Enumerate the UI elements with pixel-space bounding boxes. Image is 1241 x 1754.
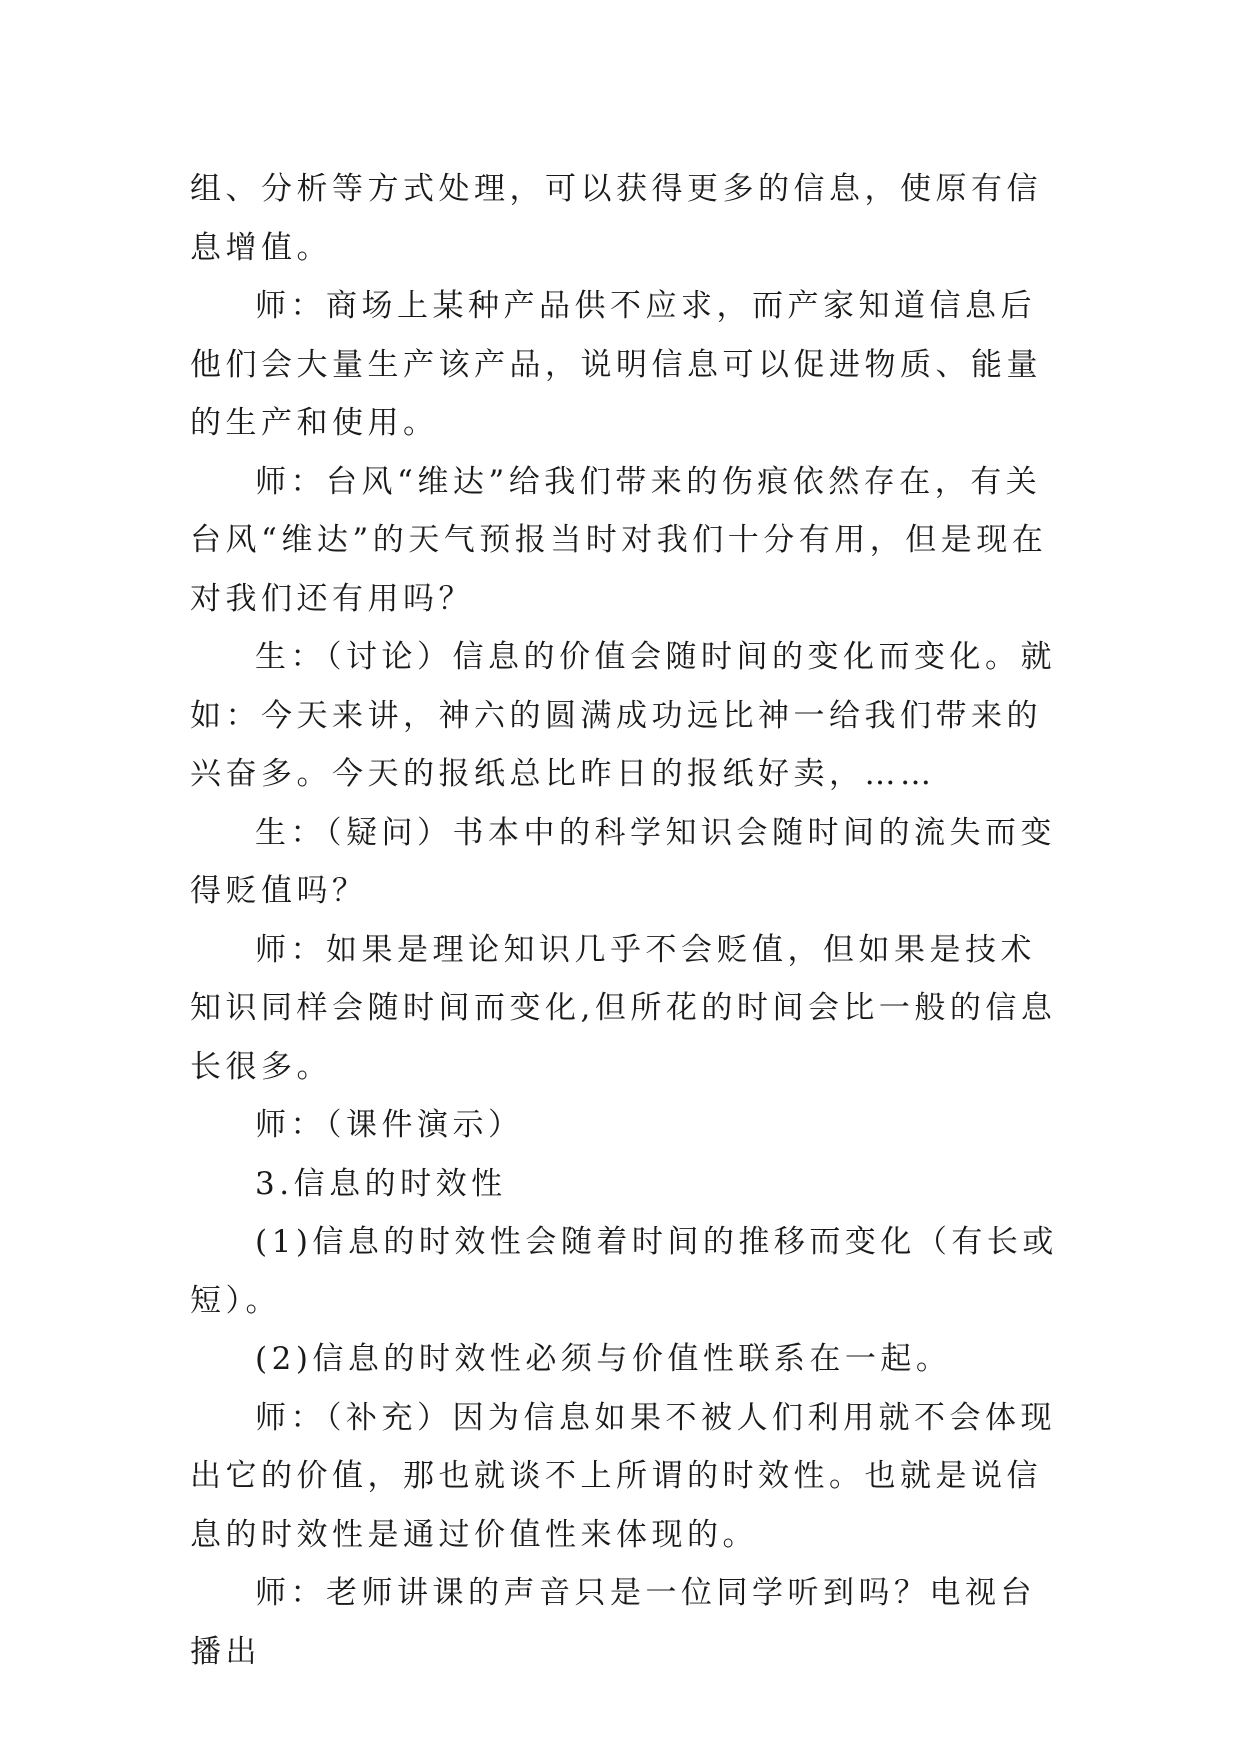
paragraph-10: (2)信息的时效性必须与价值性联系在一起。 <box>255 1341 952 1377</box>
document-body <box>190 160 1060 1681</box>
paragraph-6: 师：如果是理论知识几乎不会贬值，但如果是技术知识同样会随时间而变化,但所花的时间会比一般的信息长很多。 <box>190 931 1057 1085</box>
paragraph-4: 生：（讨论）信息的价值会随时间的变化而变化。就如：今天来讲，神六的圆满成功远比神一给我们带来的兴奋多。今天的报纸总比昨日的报纸好卖，…… <box>190 639 1056 792</box>
paragraph-3: 师：台风“维达”给我们带来的伤痕依然存在，有关台风“维达”的天气预报当时对我们十分有用，但是现在对我们还有用吗？ <box>190 463 1048 617</box>
paragraph-5: 生：（疑问）书本中的科学知识会随时间的流失而变得贬值吗？ <box>190 814 1056 909</box>
paragraph-11: 师：（补充）因为信息如果不被人们利用就不会体现出它的价值，那也就谈不上所谓的时效性。也就是说信息的时效性是通过价值性来体现的。 <box>190 1399 1056 1553</box>
paragraph-12: 师：老师讲课的声音只是一位同学听到吗？电视台播出 <box>190 1575 1036 1670</box>
paragraph-9: (1)信息的时效性会随着时间的推移而变化（有长或短）。 <box>190 1224 1058 1319</box>
paragraph-1: 组、分析等方式处理，可以获得更多的信息，使原有信息增值。 <box>190 171 1042 266</box>
paragraph-7: 师：（课件演示） <box>255 1107 524 1143</box>
paragraph-2: 师：商场上某种产品供不应求，而产家知道信息后他们会大量生产该产品，说明信息可以促进物质、能量的生产和使用。 <box>190 288 1042 441</box>
paragraph-8: 3.信息的时效性 <box>255 1165 507 1202</box>
